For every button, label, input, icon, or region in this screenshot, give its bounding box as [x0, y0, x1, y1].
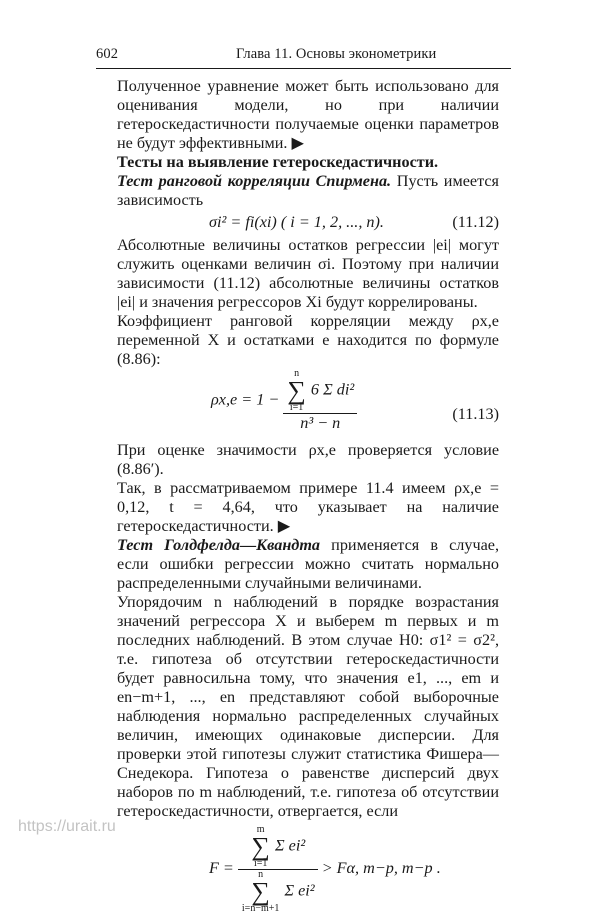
goldfeld-quandt-intro: применяется в случае, если ошибки регрессии можно считать нормально распределенными случайными величинами. [117, 536, 499, 592]
equation-11-13-numerator [283, 369, 357, 414]
sigma-glyph: ∑ [251, 832, 270, 861]
equation-11-13 [117, 369, 499, 441]
page-header [96, 46, 506, 68]
paragraph-goldfeld-quandt [117, 536, 499, 593]
sum-symbol [251, 825, 270, 869]
equation-f-lhs: F = [209, 859, 234, 878]
equation-11-13-lhs: ρx,e = 1 − [211, 390, 280, 409]
header-divider [96, 68, 511, 69]
sigma-glyph: ∑ [251, 877, 270, 906]
paragraph-significance: При оценке значимости ρx,e проверяется условие (8.86′). [117, 441, 499, 478]
equation-11-13-numerator-text: 6 Σ di² [310, 380, 355, 399]
chapter-title: Глава 11. Основы эконометрики [236, 46, 437, 62]
equation-11-13-number: (11.13) [452, 405, 499, 423]
sum-lower-limit: i=1 [289, 402, 304, 413]
paragraph-ordering: Упорядочим n наблюдений в порядке возрастания значений регрессора X и выберем m первых и m последних наблюдений. В этом случае H0: σ1² = σ2², т.е. гипотеза об отсутствии гетероскедастичности будет равносильна тому, что значения e1, ..., em и en−m+1, ..., en представляют собой выборочные наблюдения нормально распределенных случайных величин, имеющих одинаковые дисперсии. Для проверки этой гипотезы служит статистика Фишера—Снедекора. Гипотеза о равенстве дисперсий двух наборов по m наблюдений, т.е. гипотеза об отсутствии гетероскедастичности, отвергается, если [117, 593, 499, 820]
section-heading: Тесты на выявление гетероскедастичности. [117, 153, 439, 171]
sum-symbol [242, 870, 279, 914]
equation-f-numerator [238, 825, 318, 870]
equation-11-12-formula: σi² = fi(xi) ( i = 1, 2, ..., n). [209, 213, 384, 231]
equation-f-statistic [117, 825, 499, 923]
equation-11-12 [117, 210, 499, 236]
equation-f-numerator-text: Σ ei² [274, 836, 306, 855]
sum-upper-limit: n [258, 869, 264, 880]
equation-11-13-fraction [283, 369, 357, 433]
page-number: 602 [96, 46, 119, 62]
source-watermark: https://urait.ru [18, 818, 116, 835]
equation-11-12-number: (11.12) [452, 213, 499, 231]
equation-f-formula [209, 825, 441, 914]
equation-f-denominator-text: Σ ei² [284, 881, 315, 900]
sum-upper-limit: n [294, 368, 300, 379]
sum-lower-limit: i=1 [253, 858, 268, 869]
equation-11-13-denominator: n³ − n [300, 414, 341, 432]
equation-11-13-formula [211, 369, 357, 433]
spearman-heading: Тест ранговой корреляции Спирмена. [117, 172, 392, 190]
paragraph-spearman [117, 172, 499, 210]
equation-f-fraction [238, 825, 318, 914]
sum-symbol [287, 369, 306, 413]
spearman-intro: Пусть имеется зависимость [117, 172, 499, 209]
goldfeld-quandt-heading: Тест Голдфелда—Квандта [117, 536, 321, 554]
paragraph-abs-residuals: Абсолютные величины остатков регрессии |ei| могут служить оценками величин σi. Поэтому при наличии зависимости (11.12) абсолютные величины остатков |ei| и значения регрессоров Xi будут коррелированы. [117, 236, 499, 311]
page-body [117, 77, 499, 923]
sum-lower-limit: i=n−m+1 [241, 903, 280, 914]
sum-upper-limit: m [256, 824, 265, 835]
sigma-glyph: ∑ [287, 376, 306, 405]
equation-f-denominator [238, 870, 318, 914]
equation-f-rhs: > Fα, m−p, m−p . [321, 859, 441, 878]
paragraph-rank-coefficient: Коэффициент ранговой корреляции между ρx,e переменной X и остатками e находится по формуле (8.86): [117, 312, 499, 368]
paragraph-result: Полученное уравнение может быть использовано для оценивания модели, но при наличии гетероскедастичности получаемые оценки параметров не будут эффективными. ▶ [117, 77, 499, 152]
paragraph-example: Так, в рассматриваемом примере 11.4 имеем ρx,e = 0,12, t = 4,64, что указывает на наличие гетероскедастичности. ▶ [117, 479, 499, 535]
